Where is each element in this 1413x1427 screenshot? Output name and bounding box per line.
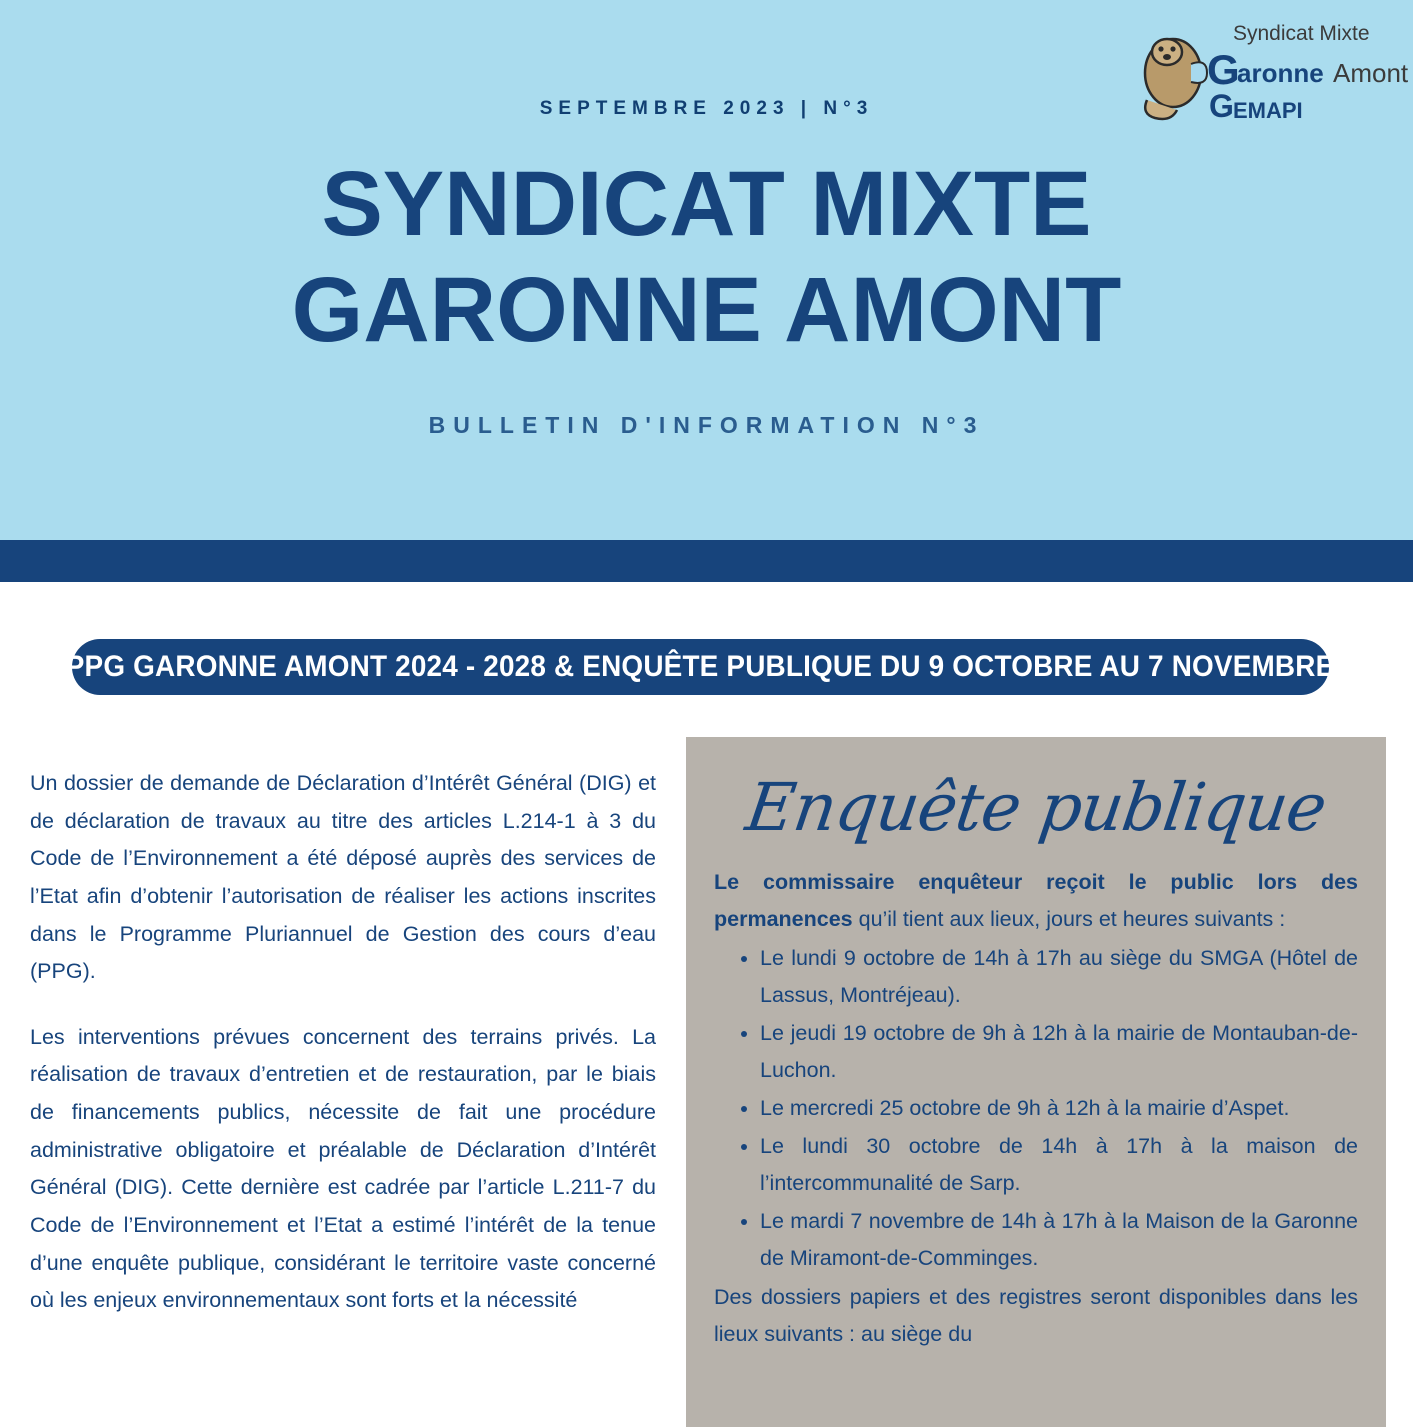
left-text-column bbox=[0, 737, 686, 1427]
list-item: • Le lundi 9 octobre de 14h à 17h au siège du SMGA (Hôtel de Lassus, Montréjeau). bbox=[760, 940, 1358, 1014]
masthead-line-2: GARONNE AMONT bbox=[291, 258, 1122, 361]
logo-top-text: Syndicat Mixte bbox=[1233, 22, 1370, 45]
two-column-layout bbox=[0, 737, 1413, 1427]
issue-date-line: SEPTEMBRE 2023 | N°3 bbox=[539, 98, 874, 119]
newsletter-body bbox=[0, 639, 1413, 1427]
enquete-publique-panel bbox=[686, 737, 1386, 1427]
logo-garonne-text: aronne bbox=[1237, 58, 1324, 88]
page-title bbox=[0, 152, 1413, 364]
list-item: • Le mardi 7 novembre de 14h à 17h à la Maison de la Garonne de Miramont-de-Comminges. bbox=[760, 1203, 1358, 1277]
logo-gemapi-initial: G bbox=[1209, 88, 1234, 124]
enquete-publique-title: Enquête publique bbox=[741, 769, 1331, 846]
paragraph: Les interventions prévues concernent des terrains privés. La réalisation de travaux d’entretien et de restauration, par le biais de financements publics, nécessite de fait une procédure administrative obligatoire et préalable de Déclaration d’Intérêt Général (DIG). Cette dernière est cadrée par l’article L.211-7 du Code de l’Environnement et l’Etat a estimé l’intérêt de la tenue d’une enquête publique, considérant le territoire vaste concerné où les enjeux environnementaux sont forts et la nécessité bbox=[30, 1024, 656, 1313]
permanences-intro-rest: qu’il tient aux lieux, jours et heures suivants : bbox=[852, 906, 1286, 931]
navy-divider bbox=[0, 540, 1413, 582]
dossiers-paragraph: Des dossiers papiers et des registres seront disponibles dans les lieux suivants : au siège du bbox=[714, 1284, 1358, 1346]
permanences-intro-bold: Le commissaire enquêteur reçoit le public lors des permanences bbox=[714, 870, 1358, 931]
newsletter-header bbox=[0, 0, 1413, 540]
list-item: • Le lundi 30 octobre de 14h à 17h à la maison de l’intercommunalité de Sarp. bbox=[760, 1128, 1358, 1202]
section-banner-label: PPG GARONNE AMONT 2024 - 2028 & ENQUÊTE PUBLIQUE DU 9 OCTOBRE AU 7 NOVEMBRE bbox=[66, 650, 1335, 683]
logo-amont-text: Amont bbox=[1333, 58, 1409, 88]
list-item: • Le mercredi 25 octobre de 9h à 12h à la mairie d’Aspet. bbox=[760, 1090, 1358, 1127]
logo-g-initial: G bbox=[1207, 46, 1240, 93]
organization-logo bbox=[1137, 18, 1409, 128]
paragraph: Un dossier de demande de Déclaration d’Intérêt Général (DIG) et de déclaration de travaux au titre des articles L.214-1 à 3 du Code de l’Environnement a été déposé auprès des services de l’Etat afin d’obtenir l’autorisation de réaliser les actions inscrites dans le Programme Pluriannuel de Gestion des cours d’eau (PPG). bbox=[30, 771, 656, 984]
permanences-intro bbox=[714, 864, 1358, 938]
masthead-subtitle: BULLETIN D'INFORMATION N°3 bbox=[428, 411, 985, 438]
list-item: • Le jeudi 19 octobre de 9h à 12h à la mairie de Montauban-de-Luchon. bbox=[760, 1015, 1358, 1089]
section-banner bbox=[66, 639, 1335, 695]
logo-gemapi-text: EMAPI bbox=[1233, 98, 1303, 123]
permanences-list bbox=[714, 940, 1358, 1277]
masthead-line-1: SYNDICAT MIXTE bbox=[321, 153, 1092, 255]
